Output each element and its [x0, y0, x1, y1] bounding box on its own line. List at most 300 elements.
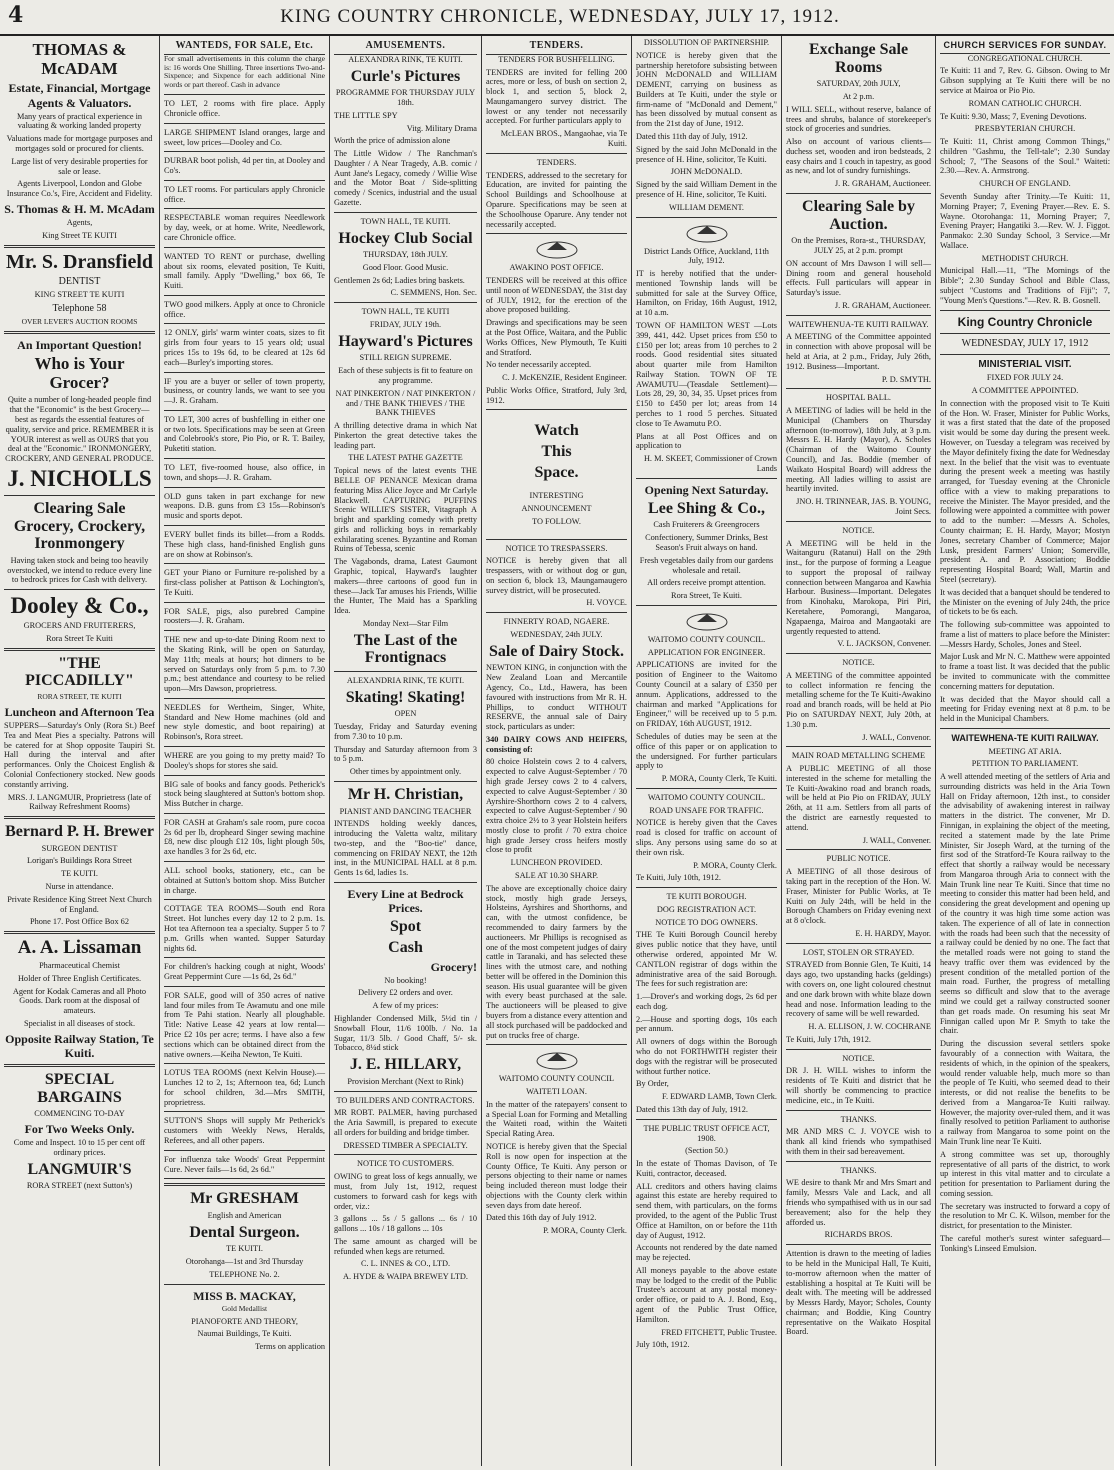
ad-text: TE KUITI. — [61, 869, 98, 879]
ad-text: Topical news of the latest events THE BELLE OF PENANCE Mexican drama featuring Miss Alice Joyce and Mr Carlyle Blackwell. CAPTURING PUFFINS Scenic WILLIE'S SISTER, Vitagraph A bright and sparkling comedy with pretty girls and rollicking boys in remarkably exhilarating scenes. Byzantine and Roman Ruins of Tebessa, scenic — [334, 466, 477, 554]
ad-text: JNO. H. TRINNEAR, JAS. B. YOUNG, Joint Secs. — [796, 497, 931, 516]
ad-text: WE desire to thank Mr and Mrs Smart and family, Messrs Vale and Lack, and all friends who sympathised with us in our sad bereavement; also for the help they afforded us. — [786, 1178, 931, 1227]
classified-ad: FOR CASH at Graham's sale room, pure cocoa 2s 6d per lb, dropheard Singer sewing machine £8, new disc plough £12 10s, light plough 50s, axe handles 3 for 2s 6d, etc. — [164, 817, 325, 857]
ad-text: C. J. McKENZIE, Resident Engineer. — [502, 373, 627, 383]
ad-heading: WAITEWHENUA-TE KUITI RAILWAY. — [788, 319, 929, 329]
ad-text: SALE AT 10.30 SHARP. — [514, 871, 599, 881]
ad-text: All owners of dogs within the Borough who do not FORTHWITH register their dogs with the registrar will be prosecuted without further notice. — [636, 1037, 777, 1076]
ad-address: KING STREET TE KUITI — [34, 290, 125, 300]
ad-brewer-title: Bernard P. H. Brewer — [5, 823, 154, 841]
ad-text: Agents Liverpool, London and Globe Insurance Co.'s, Fire, Accident and Fidelity. — [6, 179, 153, 199]
ad-heading: Watch — [534, 422, 579, 440]
masthead — [0, 0, 1114, 36]
ad-text: TO FOLLOW. — [532, 516, 581, 526]
ad-heading: WAITETI LOAN. — [526, 1087, 587, 1097]
classified-ad: For children's hacking cough at night, Woods' Great Peppermint Cure —1s 6d, 2s 6d." — [164, 962, 325, 982]
ad-heading: Who is Your Grocer? — [34, 354, 125, 392]
classified-ad: FOR SALE, pigs, also purebred Campine roosters—J. R. Graham. — [164, 606, 325, 626]
ad-text: NOTICE is hereby given that the partnership heretofore subsisting between JOHN McDONALD and WILLIAM DEMENT, carrying on business as Builders at Te Kuiti, under the style or firm-name of "McDonald and Dement," has been dissolved by mutual consent as from the 21st day of June, 1912. — [636, 50, 777, 129]
ad-text: A MEETING of ladies will be held in the Municipal (Chambers on Thursday afternoon (to-morrow), 18th July, at 3 p.m. Messrs E. H. Hardy (Mayor), A. Scholes (Chairman of the Waitomo County Council), and Jas. Boddie (member of Waikato Hospital Board) will address the meeting. All ladies willing to assist are heartily invited. — [786, 406, 931, 494]
article-title: WAITEWHENA-TE KUITI RAILWAY. — [951, 732, 1099, 743]
article-subtitle: PETITION TO PARLIAMENT. — [971, 759, 1079, 769]
ad-heading: LOST, STOLEN OR STRAYED. — [802, 947, 915, 957]
classified-ad: LARGE SHIPMENT Island oranges, large and sweet, low prices—Dooley and Co. — [164, 127, 325, 147]
classified-ad: TO LET rooms. For particulars apply Chronicle office. — [164, 184, 325, 204]
ad-text: A few of my prices: — [372, 1001, 439, 1011]
ad-text: IT is hereby notified that the under-mentioned Township lands will be submitted for sale at the Survey Office, Hamilton, on Friday, 16th August, 1912, at 10 a.m. — [636, 269, 777, 318]
ad-mackay-title: MISS B. MACKAY, — [193, 1288, 296, 1303]
ad-text: Tuesday, Friday and Saturday evening from 7.30 to 10 p.m. — [334, 722, 477, 741]
ad-nicholls-title: J. NICHOLLS — [7, 465, 152, 491]
ad-heading: TOWN HALL, TE KUITI. — [360, 216, 451, 226]
ad-text: V. L. JACKSON, Convener. — [837, 639, 931, 649]
classified-ad: TO LET, 2 rooms with fire place. Apply Chronicle office. — [164, 99, 325, 118]
classified-ad: EVERY bullet finds its billet—from a Rodds. These high class, hand-finished English guns are on show at Robinson's. — [164, 529, 325, 559]
section-heading: AMUSEMENTS. — [334, 38, 477, 55]
ad-text: In the matter of the ratepayers' consent to a Special Loan for Forming and Metalling the Waiteti road, within the Waiteti Special Rating Area. — [486, 1099, 627, 1139]
ad-text: H. M. SKEET, Commissioner of Crown Lands — [643, 454, 777, 473]
ad-text: Monday Next—Star Film — [362, 618, 449, 628]
ad-heading: TENDERS. — [536, 157, 577, 167]
ad-text: Public Works Office, Stratford, July 3rd, 1912. — [486, 385, 627, 405]
ad-heading: DOG REGISTRATION ACT. — [656, 904, 757, 914]
ad-text: 340 DAIRY COWS AND HEIFERS, consisting of: — [486, 734, 627, 754]
ad-text: OVER LEVER'S AUCTION ROOMS — [21, 317, 138, 327]
church-text: Te Kuiti: 9.30, Mass; 7, Evening Devotions. — [940, 111, 1087, 121]
ad-text: Private Residence King Street Next Church of England. — [7, 894, 152, 914]
news-paragraph: The following sub-committee was appointed to frame a list of matters to place before the Minister:—Messrs Hardy, Scholes, Jones and Steel. — [940, 620, 1110, 649]
classified-ad: TO LET, five-roomed house, also office, in town, and shops—J. R. Graham. — [164, 463, 325, 482]
ad-address: RORA STREET (next Sutton's) — [26, 1181, 133, 1191]
classified-ad: LOTUS TEA ROOMS (next Kelvin House).—Lunches 12 to 2, 1s; Afternoon tea, 6d; Lunch for school children, 3d.—Mrs SMITH, proprietress. — [164, 1068, 325, 1107]
ad-text: ON account of Mrs Dawson I will sell—Dining room and general household effects. Full particulars will appear in Saturday's issue. — [786, 258, 931, 298]
classified-ad: WHERE are you going to my pretty maid? To Dooley's shops for stores she said. — [164, 751, 325, 770]
ad-heading: NOTICE TO CUSTOMERS. — [356, 1159, 455, 1169]
ad-text: Drawings and specifications may be seen at the Post Office, Waitara, and the Public Works Offices, New Plymouth, Te Kuiti and Stratford. — [486, 318, 627, 357]
ad-text: Accounts not rendered by the date named may be rejected. — [636, 1243, 777, 1263]
classified-ad: COTTAGE TEA ROOMS—South end Rora Street. Hot lunches every day 12 to 2 p.m. 1s. Hot tea Afternoon tea a specialty. Supper 5 to 7 p.m. Grills when wanted. Supper Saturday nights 6d. — [164, 904, 325, 953]
ad-text: By Order, — [636, 1079, 669, 1089]
ad-heading: TOWN HALL, TE KUITI — [361, 307, 450, 317]
ad-address: Lorigan's Buildings Rora Street — [27, 856, 132, 866]
ad-address: Naumai Buildings, Te Kuiti. — [197, 1329, 292, 1339]
ad-text: TOWN OF HAMILTON WEST —Lots 399, 441, 442. Upset prices from £50 to £150 per lot; areas from 10 perches to 2 roods. Good residential sites situated about quarter mile from Hamilton Railway Station. TOWN OF TE AWAMUTU—(Teasdale Settlement)—Lots 28, 29, 30, 34, 35. Upset prices from £150 to £450 per lot; areas from 14 perches to 1 rood 5 perches. Situated close to Te Awamutu P.O. — [636, 320, 777, 428]
ad-text: The Little Widow / The Ranchman's Daughter / A Near Tragedy, A.B. comic / Aunt Jane's Legacy, comedy / Willie Wise and the Motor Boat / Side-splitting comedy / Scenics, industrial and the usual Gazette. — [334, 149, 477, 207]
ad-text: 1.—Drover's and working dogs, 2s 6d per each dog. — [636, 992, 777, 1011]
crown-crest-icon — [533, 238, 581, 260]
ad-heading: ROAD UNSAFE FOR TRAFFIC. — [649, 805, 764, 815]
ad-text: MR ROBT. PALMER, having purchased the Aria Sawmill, is prepared to execute all orders for building and bridge timber. — [334, 1108, 477, 1137]
ad-text: Dated this 11th day of July, 1912. — [636, 132, 748, 142]
ad-heading: District Lands Office, Auckland, 11th July, 1912. — [644, 246, 769, 266]
ad-text: No booking! — [384, 975, 427, 985]
ad-text: FRIDAY, JULY 19th. — [369, 320, 442, 330]
ad-heading: TO BUILDERS AND CONTRACTORS. — [336, 1095, 475, 1105]
ad-heading: ALEXANDRA RINK, TE KUITI. — [348, 54, 463, 64]
classified-ad: GET your Piano or Furniture re-polished by a first-class polisher at Pattison & Lochington's, Te Kuiti. — [164, 568, 325, 597]
ad-text: DENTIST — [58, 275, 101, 287]
church-text: Seventh Sunday after Trinity.—Te Kuiti: 11, Morning Prayer; 7, Evening Prayer.—Rev. E. S. Wayne. Otorohanga: 11, Morning Prayer; 7, Evening Prayer; Hangatiki 3.—Rev. W. J. Figgot. Panmako: 2.30 Sunday School, 3 Service.—Mr Wallace. — [940, 191, 1110, 250]
ad-text: LUNCHEON PROVIDED. — [510, 858, 603, 868]
ad-text: WEDNESDAY, 24th JULY. — [510, 630, 603, 640]
classified-ad: NEEDLES for Wertheim, Singer, White, Standard and New Home machines (old and new style domestic, and boot repairing) at Robinson's, Rora street. — [164, 702, 325, 742]
church-name: CONGREGATIONAL CHURCH. — [967, 53, 1083, 63]
ad-heading: DISSOLUTION OF PARTNERSHIP. — [643, 38, 770, 47]
ad-text: Confectionery, Summer Drinks, Best Season's Fruit always on hand. — [645, 533, 768, 552]
ad-text: Opposite Railway Station, Te Kuiti. — [5, 1031, 154, 1060]
classified-ad: OLD guns taken in part exchange for new weapons. D.B. guns from £3 15s—Robinson's music and sports depot. — [164, 491, 325, 521]
column-6 — [782, 36, 936, 1466]
ad-text: E. H. HARDY, Mayor. — [855, 928, 931, 938]
ad-text: P. D. SMYTH. — [881, 374, 931, 384]
ad-text: SATURDAY, 20th JULY, — [816, 79, 901, 89]
ad-text: The Vagabonds, drama, Latest Gaumont Graphic, topical, Hayward's laughter makers—three cartoons of good fun in these—Jack Tar amuses his Friends, Willie the Hunter, The Maid has a Sparkling Idea. — [334, 557, 477, 616]
ad-text: MRS. J. LANGMUIR, Proprietress (late of Railway Refreshment Rooms) — [7, 792, 152, 812]
ad-text: Te Kuiti, July 10th, 1912. — [636, 873, 721, 883]
ad-heading: WAITOMO COUNTY COUNCIL. — [647, 634, 766, 644]
ad-address: Rora Street, Te Kuiti. — [671, 591, 742, 601]
news-paragraph: Attention is drawn to the meeting of ladies to be held in the Municipal Hall, Te Kuiti, to-morrow afternoon when the matter of establishing a hospital at Te Kuiti will be dealt with. The meeting will be addressed by Messrs Hardy, Mayor; Scholes, County chairman; and Boddie, King Country representative on the Waikato Hospital Board. — [786, 1249, 931, 1337]
ad-text: Agent for Kodak Cameras and all Photo Goods. Dark room at the disposal of amateurs. — [12, 986, 147, 1016]
ad-heading: NOTICE. — [842, 525, 875, 535]
news-paragraph: In connection with the proposed visit to Te Kuiti of the Hon. W. Fraser, Minister for Public Works, it was a first stated that the date of the proposed visit would be some day during the present week. However, on Tuesday a telegram was received by the Mayor definitely fixing the date for Wednesday next. In the belief that the visit was to eventuate during the present week a meeting was hastily arranged, for Tuesday evening at the Chronicle office with a view to making preparations to receive the Minister. The Mayor presided, and the following were appointed a committee with power to add to the number: —Messrs A. Scholes, County chairman; E. H. Hardy, Mayor; Mostyn Jones, secretary Chamber of Commerce; Major Lusk, president Farmers' Union; Somerville, president A. and P. Association; Boddie representing Hospital Board; Wall, Martin and Steel (secretary). — [940, 398, 1110, 584]
classified-ad: THE new and up-to-date Dining Room next to the Skating Rink, will be open on Saturday, May 11th; meals at hours; hot dinners to be served on Saturdays only from 5 p.m. to 7.30 p.m.; best attendance and courtesy to be relied upon—Mrs Dawson, proprietress. — [164, 635, 325, 694]
ad-text: For Two Weeks Only. — [24, 1122, 135, 1137]
ad-heading: NOTICE TO TRESPASSERS. — [505, 543, 608, 553]
ad-text: Delivery £2 orders and over. — [358, 988, 453, 998]
article-subtitle: MEETING AT ARIA. — [988, 746, 1062, 756]
crown-crest-icon — [683, 610, 731, 632]
ad-heading: An Important Question! — [17, 337, 142, 352]
ad-agents: S. Thomas & H. M. McAdam — [4, 201, 155, 216]
column-3 — [330, 36, 482, 1466]
ad-text: COMMENCING TO-DAY — [34, 1109, 125, 1119]
crown-crest-icon — [533, 1049, 581, 1071]
ad-film-title: The Last of the Frontignacs — [353, 631, 458, 667]
column-5 — [632, 36, 782, 1466]
classified-ad: SUTTON'S Shops will supply Mr Petherick's customers with Weekly News, Heralds, Referees, and all other papers. — [164, 1116, 325, 1146]
ad-text: A MEETING of the Committee appointed in connection with above proposal will be held at Aria, at 2 p.m., Friday, July 26th, 1912. Business—Important. — [786, 332, 931, 371]
crown-crest-icon — [683, 222, 731, 244]
rates-note: For small advertisements in this column the charge is: 16 words One Shilling. Three insertions Two-and-Sixpence; and Sixpence for each additional Nine words or part thereof. Cash in advance — [164, 53, 325, 90]
ad-leeshing-title: Lee Shing & Co., — [648, 499, 765, 517]
ad-heading: WAITOMO COUNTY COUNCIL. — [647, 792, 766, 802]
news-paragraph: It was decided that a banquet should be tendered to the Minister on the evening of July 24th, the price of tickets to be 6s each. — [940, 587, 1110, 617]
ad-text: PROGRAMME FOR THURSDAY JULY 18th. — [335, 88, 476, 107]
article-subtitle: FIXED FOR JULY 24. — [986, 373, 1064, 383]
ad-text: A PUBLIC MEETING of all those interested in the scheme for metalling the Te Kuiti-Awakino road and branch roads, will be held at Pio Pio on FRIDAY, JULY 26th, at 11 a.m. Settlers from all parts of the district are earnestly requested to attend. — [786, 764, 931, 832]
ad-text: I WILL SELL, without reserve, balance of trees and shrubs, balance of storekeeper's stock of groceries and sundries. — [786, 104, 931, 134]
ad-text: Provision Merchant (Next to Rink) — [347, 1076, 464, 1086]
church-name: PRESBYTERIAN CHURCH. — [974, 124, 1076, 134]
ad-skating-title: Skating! Skating! — [345, 688, 466, 706]
ad-text: Holder of Three English Certificates. — [17, 973, 142, 983]
ad-text: P. MORA, County Clerk. — [693, 860, 777, 870]
ad-text: McLEAN BROS., Mangaohae, via Te Kuiti. — [500, 129, 627, 149]
ad-text: DRESSED TIMBER A SPECIALTY. — [343, 1140, 468, 1150]
ad-text: Highlander Condensed Milk, 5½d tin / Snowball Flour, 11/6 100lb. / No. 1a Sugar, 11/3 5lb. / Good Chaff, 5/- sk. Tobacco, 8¼d stick — [334, 1014, 477, 1053]
news-paragraph: A strong committee was set up, thoroughly representative of all parts of the district, to work up interest in this vital matter and to circulate a petition for presentation to Parliament during the coming session. — [940, 1149, 1110, 1198]
ad-heading: Luncheon and Afternoon Tea — [4, 704, 155, 719]
ad-text: PIANOFORTE AND THEORY, — [191, 1316, 298, 1326]
ad-text: NEWTON KING, in conjunction with the New Zealand Loan and Mercantile Agency, Co., Ltd., Hawera, has been favoured with instructions from Mr R. H. Phillips, to conduct WITHOUT RESERVE, the annual sale of Dairy stock, particulars as under: — [486, 663, 627, 732]
church-text: Te Kuiti: 11 and 7, Rev. G. Gibson. Owing to Mr Gibson supplying at Te Kuiti there will be no service at Mairoa or Pio Pio. — [940, 66, 1110, 95]
section-heading: WANTEDS, FOR SALE, Etc. — [164, 38, 325, 55]
ad-text: APPLICATIONS are invited for the position of Engineer to the Waitomo County Council at a salary of £350 per annum. Applications, addressed to the chairman and marked "Applications for Engineer," will be received up to 5 p.m. on FRIDAY, 16th AUGUST, 1912. — [636, 660, 777, 729]
classified-ad: WANTED TO RENT or purchase, dwelling about six rooms, elevated position, Te Kuiti, small family. Apply "Dwelling," box 66, Te Kuiti. — [164, 251, 325, 291]
church-name: METHODIST CHURCH. — [981, 253, 1069, 263]
ad-text: At 2 p.m. — [842, 91, 875, 101]
ad-text: NOTICE is hereby given that the Caves road is closed for traffic on account of slips. Any persons using same do so at their own risk. — [636, 818, 777, 857]
ad-text: July 10th, 1912. — [636, 1340, 690, 1350]
editorial-date: WEDNESDAY, JULY 17, 1912 — [961, 337, 1089, 349]
ad-heading: This — [541, 443, 572, 461]
ad-heading: ALEXANDRIA RINK, TE KUITI. — [346, 675, 465, 685]
news-paragraph: Major Lusk and Mr N. C. Matthew were appointed to frame a toast list. It was decided that the public be invited to communicate with the committee concerning matters for deputation. — [940, 652, 1110, 691]
ad-phone: TELEPHONE No. 2. — [209, 1269, 280, 1279]
ad-text: J. R. GRAHAM, Auctioneer. — [834, 179, 931, 189]
ad-text: TENDERS will be received at this office until noon of WEDNESDAY, the 31st day of JULY, 1912, for the erection of the above proposed building. — [486, 276, 627, 315]
ad-text: THE Te Kuiti Borough Council hereby gives public notice that they have, until otherwise ordered, appointed Mr W. CANTLON registrar of dogs within the administrative area of the said Borough. The fees for such registration are: — [636, 930, 777, 989]
ad-text: Also on account of various clients—duchess set, wooden and iron bedsteads, 2 easy chairs and 1 couch in tapestry, as good as new, and lot of sundry furnishings. — [786, 137, 931, 176]
ad-text: STRAYED from Bonnie Glen, Te Kuiti, 14 days ago, two upstanding hacks (geldings) with covers on, one light coloured chestnut and one dark brown with white blaze down head and nose. Information leading to the recovery of same will be well rewarded. — [786, 960, 931, 1019]
ad-text: SUPPERS—Saturday's Only (Rora St.) Beef Tea and Meat Pies a specialty. Patrons will be catered for at Shop opposite Taupiri St. Hall during the interval and after performances. Only the Choicest English & Colonial Confectionery stocked. New goods constantly arriving. — [4, 721, 155, 789]
news-paragraph: It was decided that the Mayor should call a meeting for Friday evening next at 8 p.m. to be held in the Municipal Chambers. — [940, 694, 1110, 724]
ad-heading: NOTICE. — [842, 658, 875, 668]
ad-text: OWING to great loss of kegs annually, we must, from July 1st, 1912, request customers to forward cash for kegs with order, viz.: — [334, 1172, 477, 1211]
ad-heading: PUBLIC NOTICE. — [826, 854, 891, 864]
ad-text: INTENDS holding weekly dances, introducing the Valetta waltz, military two-step, and the "Boo-tie" dance, commencing on FRIDAY NEXT, the 12th inst, in the MUNICIPAL HALL at 8 p.m. Gents 1s 6d, ladies 1s. — [334, 819, 477, 878]
ad-heading: THANKS. — [840, 1114, 877, 1124]
ad-gresham-title: Mr GRESHAM — [190, 1190, 299, 1208]
classified-ad: RESPECTABLE woman requires Needlework by day, week, or at home. Write, Needlework, care Chronicle office. — [164, 213, 325, 242]
ad-text: TE KUITI. — [226, 1244, 263, 1254]
ad-text: 80 choice Holstein cows 2 to 4 calvers, expected to calve August-September / 70 high grade Jersey cows 2 to 4 calvers, expected to calve August-September / 30 Ayrshire-Shorthorn cows 2 to 4 calvers, expected to calve August-September / 90 extra choice 2½ to 3 year Holstein heifers mostly close to profit / 70 extra choice high grade Jersey cross heifers mostly close to profit — [486, 757, 627, 855]
ad-text: All orders receive prompt attention. — [647, 578, 766, 588]
ad-text: ALL creditors and others having claims against this estate are hereby required to send them, with particulars, on the forms provided, to the agent of the Public Trust Office at Hamilton, on or before the 11th day of August, 1912. — [636, 1181, 777, 1240]
classifieds-list — [164, 99, 325, 1179]
ad-text: Cash Fruiterers & Greengrocers — [653, 520, 760, 530]
ad-text: Each of these subjects is fit to feature on any programme. — [338, 366, 473, 385]
ad-text: All moneys payable to the above estate may be lodged to the credit of the Public Trustee's account at any postal money-order office, or paid to A. J. Bond, Esq., agent of the Public Trust Office, Hamilton. — [636, 1265, 777, 1324]
ad-text: C. SEMMENS, Hon. Sec. — [390, 288, 477, 298]
ad-text: Nurse in attendance. — [45, 882, 114, 891]
ad-text: THE LATEST PATHE GAZETTE — [348, 453, 463, 463]
ad-text: 3 gallons ... 5s / 5 gallons ... 6s / 10 gallons ... 10s / 18 gallons ... 10s — [334, 1214, 477, 1234]
ad-text: Having taken stock and being too heavily overstocked, we intend to reduce every line to bedrock prices for Cash with delivery. — [7, 555, 152, 585]
ad-heading: TE KUITI BOROUGH. — [666, 892, 747, 902]
ad-clearing-title: Clearing Sale Grocery, Crockery, Ironmongery — [13, 500, 146, 553]
ad-text: C. L. INNES & CO., LTD. — [360, 1259, 451, 1269]
ad-heading: THANKS. — [840, 1165, 877, 1175]
ad-text: English and American — [207, 1210, 282, 1220]
ad-clearing-auction-title: Clearing Sale by Auction. — [802, 198, 915, 233]
ad-text: Dated this 16th day of July 1912. — [486, 1213, 597, 1223]
ad-heading: AWAKINO POST OFFICE. — [509, 263, 604, 273]
ad-text: NAT PINKERTON / NAT PINKERTON / and / THE BANK THIEVES / THE BANK THIEVES — [335, 388, 476, 418]
church-text: Municipal Hall.—11, "The Mornings of the Bible"; 2.30 Sunday School and Bible Class, subject "Customs and Traditions of Fiji"; 7, "Young Men's Questions."—Rev. R. B. Gosnell. — [940, 266, 1110, 305]
ad-text: Thursday and Saturday afternoon from 3 to 5 p.m. — [334, 744, 477, 764]
church-name: ROMAN CATHOLIC CHURCH. — [968, 98, 1082, 108]
ad-text: Te Kuiti, July 17th, 1912. — [786, 1034, 871, 1044]
ad-text: INTERESTING — [529, 491, 584, 501]
ad-text: The above are exceptionally choice dairy stock, mostly high grade Jerseys, Holsteins, Ayrshires and Shorthorns, and can, with the utmost confidence, be recommended to dairy farmers by the auctioneers. Mr Phillips is recognised as one of the most competent judges of dairy cattle in Taranaki, and has selected these lines with the utmost care, and nothing better will be offered in the Dominion this season. His usual guarantee will be given with every beast purchased at the sale. The auctioneers will be pleased to give buyers from a distance every attention and all stock purchased will be paddocked and put on trucks free of charge. — [486, 883, 627, 1040]
ad-text: Signed by the said John McDonald in the presence of H. Hine, solicitor, Te Kuiti. — [636, 144, 777, 164]
ad-text: Agents, — [66, 218, 93, 228]
ad-langmuir-title: LANGMUIR'S — [27, 1160, 132, 1178]
ad-text: J. WALL, Convener. — [862, 835, 931, 845]
ad-heading: Cash — [388, 938, 423, 956]
ad-thomas-mcadam-title: THOMAS & McADAM — [32, 40, 127, 78]
article-subtitle: A COMMITTEE APPOINTED. — [971, 386, 1079, 396]
ad-thomas-mcadam-sub: Estate, Financial, Mortgage Agents & Valuators. — [8, 81, 151, 110]
ad-heading: APPLICATION FOR ENGINEER. — [647, 647, 766, 657]
classified-ad: 12 ONLY, girls' warm winter coats, sizes to fit girls from four years to 15 years old; usual prices 15s to 19s 6d, to be cleared at 12s 6d each—Burley's importing stores. — [164, 328, 325, 367]
ad-heading: Spot — [389, 918, 422, 936]
ad-special-title: SPECIAL BARGAINS — [37, 1071, 122, 1106]
classified-ad: IF you are a buyer or seller of town property, business, or country lands, we want to see you—J. R. Graham. — [164, 376, 325, 406]
ad-hayward-title: Hayward's Pictures — [338, 332, 473, 350]
ad-heading: Opening Next Saturday. — [644, 482, 769, 497]
ad-text: Worth the price of admission alone — [334, 136, 451, 146]
column-2 — [160, 36, 330, 1466]
article-title: MINISTERIAL VISIT. — [978, 358, 1072, 370]
ad-hockey-title: Hockey Club Social — [338, 229, 473, 247]
ad-heading: THE PUBLIC TRUST OFFICE ACT, 1908. — [643, 1123, 770, 1143]
ad-text: Good Floor. Good Music. — [362, 262, 449, 272]
ad-text: H. VOYCE. — [586, 598, 627, 608]
ad-text: NOTICE is hereby given that all trespassers, with or without dog or gun, on section 6, block 13, Maungamaugero survey district, will be prosecuted. — [486, 556, 627, 595]
ad-text: Large list of very desirable properties for sale or lease. — [11, 156, 148, 176]
ad-address: Rora Street Te Kuiti — [46, 634, 113, 644]
ad-text: F. EDWARD LAMB, Town Clerk. — [662, 1092, 777, 1102]
ad-text: Plans at all Post Offices and on application to — [636, 431, 777, 451]
news-paragraph: The secretary was instructed to forward a copy of the resolution to Mr C. K. Wilson, member for the district, for presentation to the Minister. — [940, 1201, 1110, 1231]
ad-text: Other times by appointment only. — [349, 767, 462, 777]
ad-heading: FINNERTY ROAD, NGAERE. — [503, 617, 610, 627]
ad-text: Terms on application — [255, 1342, 325, 1352]
church-text: Te Kuiti: 11, Christ among Common Things," children "Gashmu, the Tell-tale"; 2.30 Sunday School; 7, "The Seasons of the Soul." Waiteti: 2.30.—Rev. A. Armstrong. — [940, 137, 1110, 176]
ad-text: Specialist in all diseases of stock. — [23, 1018, 136, 1028]
ad-text: OPEN — [394, 709, 417, 719]
ad-phone: Phone 17. Post Office Box 62 — [30, 917, 129, 927]
ad-heading: NOTICE. — [842, 1053, 875, 1063]
ad-text: ANNOUNCEMENT — [521, 504, 592, 514]
ad-text: STILL REIGN SUPREME. — [359, 353, 452, 363]
ad-text: Signed by the said William Dement in the presence of H. Hine, solicitor, Te Kuiti. — [636, 180, 777, 199]
ad-address: King Street TE KUITI — [42, 230, 117, 240]
ad-text: No tender necessarily accepted. — [486, 360, 592, 370]
ad-christian-title: Mr H. Christian, — [347, 785, 464, 803]
ad-piccadilly-title: "THE PICCADILLY" — [25, 654, 134, 690]
ad-heading: MAIN ROAD METALLING SCHEME — [791, 751, 926, 761]
news-paragraph: The careful mother's surest winter safeguard—Tonking's Linseed Emulsion. — [940, 1234, 1110, 1253]
section-heading: CHURCH SERVICES FOR SUNDAY. — [940, 38, 1110, 54]
ad-text: GROCERS AND FRUITERERS, — [23, 621, 136, 631]
news-paragraph: During the discussion several settlers spoke favourably of a connection with Waitara, the residents of which, in the opinion of the speakers, would render valuable help, much more so than the people of Te Kuiti, who seemed dead to their interests, or did not realise the benefits to be derived from a Mangaroa-Te Kuiti railway. However, the majority over-ruled them, and it was finally resolved to petition Parliament to authorise a railway from Mangaroa to some point on the Main Trunk line near Te Kuiti. — [940, 1039, 1110, 1146]
ad-text: Schedules of duties may be seen at the office of this paper or on application to the undersigned. For further particulars apply to — [636, 731, 777, 771]
ad-text: Valuations made for mortgage purposes and mortgages sold or procured for clients. — [6, 134, 153, 154]
ad-dairy-title: Sale of Dairy Stock. — [488, 642, 625, 660]
ad-text: Otorohanga—1st and 3rd Thursday — [185, 1257, 304, 1267]
page-number: 4 — [8, 2, 24, 28]
ad-text: A MEETING of all those desirous of taking part in the reception of the Hon. W. Fraser, Minister for Public Works, at Te Kuiti on July 24th, will be held in the Borough Chambers on Friday evening next at 8 o'clock. — [786, 867, 931, 926]
ad-exchange-title: Exchange Sale Rooms — [808, 41, 909, 76]
ad-heading: Grocery! — [430, 959, 477, 974]
ad-heading: NOTICE TO DOG OWNERS. — [655, 917, 758, 927]
ad-text: Gold Medallist — [221, 1303, 268, 1313]
ad-heading: Dental Surgeon. — [189, 1223, 300, 1241]
ad-hillary-title: J. E. HILLARY, — [349, 1056, 462, 1074]
ad-text: A MEETING will be held in the Waitanguru (Ratanui) Hall on the 29th inst., for the purpose of forming a League to support the proposal of railway connection between Mangaroa and Kawhia Harbour. Business—Important. Delegates from Kinohaku, Marokopa, Piri Piri, Keretahere, Pomorangi, Mangaroa, Ngapaenga, Mairoa and Mangaotaki are urgently requested to attend. — [786, 538, 931, 636]
classified-ad: BIG sale of books and fancy goods. Petherick's stock being slaughtered at Sutton's bottom shop. Miss Butcher in charge. — [164, 779, 325, 809]
ad-heading: Every Line at Bedrock Prices. — [347, 887, 464, 916]
ad-text: NOTICE is hereby given that the Special Roll is now open for inspection at the County Office, Te Kuiti. Any person or persons objecting to their name or names being included thereon must lodge their objections with the County clerk within seven days from date hereof. — [486, 1142, 627, 1210]
ad-text: Fresh vegetables daily from our gardens wholesale and retail. — [639, 555, 774, 575]
section-heading: TENDERS. — [486, 38, 627, 55]
classified-ad: TO LET, 300 acres of bushfelling in either one or two lots. Specifications may be seen at Green and Colebrook's store, Pio Pio, or R. T. Bailey, Puketiti station. — [164, 414, 325, 454]
ad-text: A. HYDE & WAIPA BREWEY LTD. — [343, 1272, 468, 1282]
ad-text: Vitg. Military Drama — [406, 123, 477, 133]
ad-curle-title: Curle's Pictures — [350, 67, 461, 85]
ad-text: P. MORA, County Clerk, Te Kuiti. — [661, 774, 777, 784]
classified-ad: ALL school books, stationery, etc., can be obtained at Sutton's bottom shop. Miss Butcher in charge. — [164, 866, 325, 895]
ad-address: RORA STREET, TE KUITI — [37, 692, 122, 702]
ad-dooley-title: Dooley & Co., — [10, 593, 149, 619]
ad-phone: Telephone 58 — [52, 303, 107, 315]
ad-text: DR J. H. WILL wishes to inform the residents of Te Kuiti and district that he will shortly be commencing to practice medicine, etc., in Te Kuiti. — [786, 1066, 931, 1105]
ad-text: Gentlemen 2s 6d; Ladies bring baskets. — [334, 275, 465, 285]
ad-text: TENDERS, addressed to the secretary for Education, are invited for painting the School Buildings and Schoolhouse at Oparure. Specifications may be seen at the Schoolhouse Oparure. Any tender not necessarily accepted. — [486, 170, 627, 229]
ad-text: P. MORA, County Clerk. — [543, 1226, 627, 1236]
ad-text: Quite a number of long-headed people find that the "Economic" is the best Grocery—best as regards the essential features of quality, service and price. REMEMBER it is YOUR interest as well as OURS that you deal at the "Economic." IRONMONGERY, CROCKERY, AND GENERAL PRODUCE. — [5, 395, 154, 464]
ad-dransfield-title: Mr. S. Dransfield — [5, 250, 154, 273]
ad-text: SURGEON DENTIST — [41, 843, 118, 853]
ad-text: A MEETING of the committee appointed to collect information re fencing the metalling scheme for the Te Kuiti-Awakino road and branch roads, will be held at Pio Pio on SATURDAY NEXT, July 20th, at 1.30 p.m. — [786, 670, 931, 729]
ad-text: J. WALL, Convenor. — [862, 732, 931, 742]
ad-heading: WAITOMO COUNTY COUNCIL — [498, 1074, 615, 1084]
classified-ad: For influenza take Woods' Great Peppermint Cure. Never fails—1s 6d, 2s 6d." — [164, 1154, 325, 1174]
column-1 — [0, 36, 160, 1466]
ad-heading: TENDERS FOR BUSHFELLING. — [498, 54, 615, 64]
ad-text: RICHARDS BROS. — [824, 1230, 893, 1240]
classified-ad: TWO good milkers. Apply at once to Chronicle office. — [164, 299, 325, 319]
ad-heading: Space. — [534, 463, 579, 481]
page-title: KING COUNTRY CHRONICLE, WEDNESDAY, JULY 17, 1912. — [280, 6, 840, 27]
ad-text: PIANIST AND DANCING TEACHER — [339, 806, 472, 816]
editorial-masthead: King Country Chronicle — [957, 314, 1093, 329]
ad-text: WILLIAM DEMENT. — [669, 202, 744, 212]
column-4 — [482, 36, 632, 1466]
ad-text: FRED FITCHETT, Public Trustee. — [661, 1327, 777, 1337]
ad-text: A thrilling detective drama in which Nat Pinkerton the great detective takes the leading part. — [334, 421, 477, 450]
ad-text: THE LITTLE SPY — [334, 110, 398, 120]
news-paragraph: A well attended meeting of the settlers of Aria and surrounding districts was held in the Aria Town Hall on Friday afternoon, 12th inst., to consider the advisability of awakening interest in railway matters in the district. The convener, Mr D. Finnigan, in explaining the object of the meeting, recited a statement made by the late Prime Minister, Sir Joseph Ward, at the turning of the first sod of the Stratford-Te Koura railway to the effect that shortly a railway would be necessary from Mangaroa through Aria to connect with the Main Trunk line near Te Kuiti. Since that time no meeting to consider this matter had been held, and considering the great development and opening up of the country it was high time some action was taken. The experience of all of late in connection with the roads had been such that the necessity of a railway could be denied by no one. The fact that the metalled roads were not going to stand the heavy traffic over them was evidenced by the present condition of the metalled portion of the main road. Further, the progress of metalling seems so difficult and slow that to the average mind we could get a railway constructed sooner than get roads made. On resuming his seat Mr Finnigan called upon Mr P. Smyth to take the chair. — [940, 772, 1110, 1036]
ad-text: Many years of practical experience in valuating & working landed property — [16, 111, 143, 131]
ad-text: JOHN McDONALD. — [670, 167, 743, 177]
ad-text: The same amount as charged will be refunded when kegs are returned. — [334, 1236, 477, 1256]
column-7 — [936, 36, 1114, 1466]
ad-heading: HOSPITAL BALL. — [826, 393, 891, 403]
ad-text: 2.—House and sporting dogs, 10s each per annum. — [636, 1014, 777, 1034]
ad-text: Dated this 13th day of July, 1912. — [636, 1104, 748, 1114]
classified-ad: FOR SALE, good will of 350 acres of native land four miles from Te Awamutu and one mile from Te Pahi station. Nearly all ploughable. Title: Native Lease 42 years at low rental—Price £2 10s per acre; terms. I have also a few sections which can be obtained direct from the native owners.—Keiha Newton, Te Kuiti. — [164, 990, 325, 1059]
ad-text: THURSDAY, 18th JULY. — [363, 250, 448, 260]
ad-text: (Section 50.) — [685, 1146, 728, 1156]
church-name: CHURCH OF ENGLAND. — [979, 179, 1071, 189]
ad-text: MR AND MRS C. J. VOYCE wish to thank all kind friends who sympathised with them in their sad bereavement. — [786, 1127, 931, 1156]
ad-text: In the estate of Thomas Davison, of Te Kuiti, contractor, deceased. — [636, 1159, 777, 1178]
